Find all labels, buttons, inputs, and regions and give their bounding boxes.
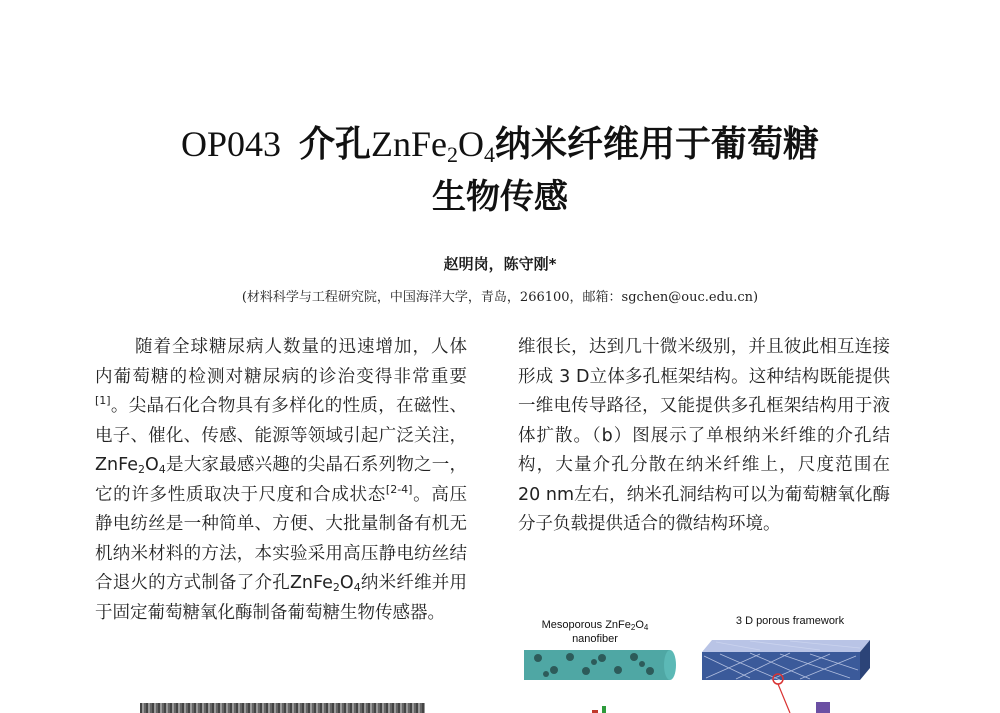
left-column (95, 333, 467, 628)
nanofiber-cylinder (524, 650, 676, 680)
figure-label-left-sub1: 2 (630, 623, 636, 632)
sem-image-top-edge (140, 703, 425, 713)
affiliation: (材料科学与工程研究院，中国海洋大学，青岛，266100，邮箱：sgchen@ouc.edu.cn) (241, 290, 759, 305)
title-line-1 (0, 118, 1000, 171)
right-paragraph: 维很长，达到几十微米级别，并且彼此相互连接形成 3 D立体多孔框架结构。这种结构既能提供一维电传导路径，又能提供多孔框架结构用于液体扩散。（b）图展示了单根纳米纤维的介孔结构，大量介孔分散在纳米纤维上，尺度范围在 20 nm左右，纳米孔洞结构可以为葡萄糖氧化酶分子负载提供适合的微结构环境。 (518, 337, 890, 534)
porous-framework (702, 640, 870, 713)
green-marker (602, 706, 606, 713)
figure-label-left-sub2: 4 (643, 623, 649, 632)
formula-2-sub2: 4 (353, 581, 361, 594)
title-formula-o: O (458, 124, 485, 164)
paper-title (0, 118, 1000, 223)
title-cjk-1: 介孔 (299, 124, 372, 165)
formula-2-base: ZnFe (289, 573, 333, 593)
schematic-figure (520, 610, 880, 713)
figure-label-left-o: O (635, 619, 644, 631)
figure-label-framework: 3 D porous framework (735, 615, 845, 627)
left-text-3: 是大家最感兴趣的尖晶石系列物之一，它的许多性质取决于尺度和合成状态 (95, 455, 467, 505)
citation-1: [1] (95, 394, 111, 407)
authors: 赵明岗，陈守刚* (443, 255, 557, 273)
left-text-4: 。高压静电纺丝是一种简单、方便、大批量制备有机无机纳米材料的方法，本实验采用高压静电纺丝结合退火的方式制备了介孔 (95, 484, 468, 593)
left-text-5: 纳米纤维并用于固定葡萄糖氧化酶制备葡萄糖生物传感器。 (95, 573, 468, 623)
left-paragraph (95, 333, 467, 628)
formula-2-sub1: 2 (332, 581, 340, 594)
figure-drawing (520, 610, 880, 713)
left-text-2: 。尖晶石化合物具有多样化的性质，在磁性、电子、催化、传感、能源等领域引起广泛关注， (95, 396, 467, 446)
citation-2: [2-4] (385, 482, 413, 496)
title-code: OP043 (180, 124, 281, 164)
formula-1-base: ZnFe (95, 455, 138, 475)
formula-2-o: O (339, 573, 354, 593)
formula-1-sub2: 4 (158, 463, 166, 476)
nanofiber-end (664, 650, 676, 680)
left-text-1: 随着全球糖尿病人数量的迅速增加，人体内葡萄糖的检测对糖尿病的诊治变得非常重要 (95, 337, 467, 387)
figure-label-left-line1: Mesoporous ZnFe (541, 619, 631, 631)
title-formula-sub2: 4 (484, 142, 496, 167)
formula-1-o: O (144, 455, 159, 475)
formula-1-sub1: 2 (137, 463, 145, 476)
title-line-2: 生物传感 (432, 177, 568, 217)
figure-label-left-line2: nanofiber (572, 633, 618, 645)
title-cjk-2: 纳米纤维用于葡萄糖 (495, 124, 820, 165)
zoom-line (778, 684, 790, 713)
enzyme-marker (816, 702, 830, 713)
title-formula-base: ZnFe (371, 124, 448, 164)
right-column (518, 333, 890, 540)
title-formula-sub1: 2 (447, 142, 459, 167)
